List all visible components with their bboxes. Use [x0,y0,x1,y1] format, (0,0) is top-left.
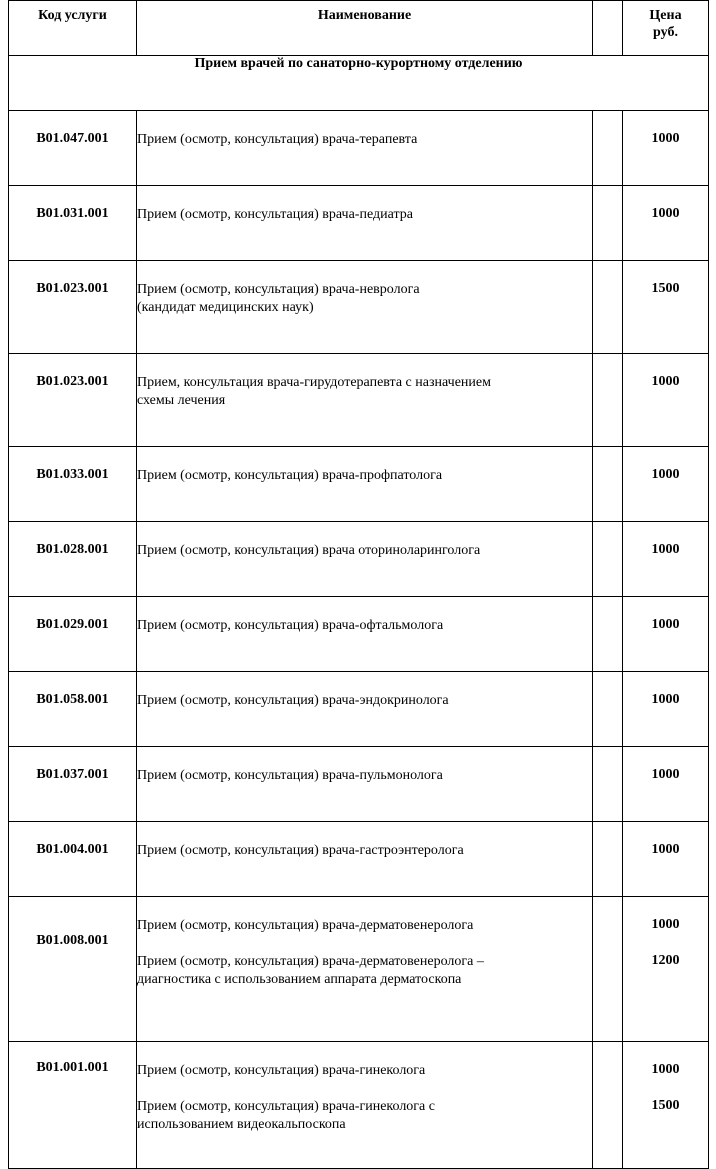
table-row [9,261,709,354]
service-name-line: Прием (осмотр, консультация) врача-терапевта [137,132,418,147]
blank-cell [593,1042,623,1169]
service-name [137,747,593,822]
table-row [9,897,709,1042]
service-name-line: использованием видеокальпоскопа [137,1117,346,1132]
service-price [623,522,709,597]
table-row [9,822,709,897]
service-item [137,767,592,785]
service-price [623,897,709,1042]
service-name [137,897,593,1042]
header-gap [593,1,623,56]
service-code: B01.031.001 [9,186,137,261]
price-value: 1000 [651,767,680,782]
price-value: 1000 [651,467,680,482]
service-name [137,597,593,672]
service-name-line: Прием (осмотр, консультация) врача-пульмонолога [137,768,443,783]
service-item [137,1098,592,1134]
service-name-line: Прием (осмотр, консультация) врача оториноларинголога [137,543,481,558]
price-value: 1500 [651,281,680,296]
service-code: B01.029.001 [9,597,137,672]
price-value: 1000 [651,692,680,707]
service-price [623,354,709,447]
table-header-row [9,1,709,56]
service-item [137,374,592,410]
service-code: B01.058.001 [9,672,137,747]
price-value: 1000 [651,842,680,857]
service-price [623,597,709,672]
service-name [137,111,593,186]
price-value: 1000 [651,917,680,932]
service-code: B01.004.001 [9,822,137,897]
price-value: 1000 [651,374,680,389]
price-value: 1000 [651,206,680,221]
service-code: B01.047.001 [9,111,137,186]
blank-cell [593,822,623,897]
table-row [9,597,709,672]
service-name-line: (кандидат медицинских наук) [137,300,314,315]
header-code: Код услуги [9,1,137,56]
blank-cell [593,747,623,822]
blank-cell [593,447,623,522]
service-name-line: Прием (осмотр, консультация) врача-гастроэнтеролога [137,843,464,858]
service-price [623,111,709,186]
service-code: B01.001.001 [9,1042,137,1169]
service-name [137,822,593,897]
service-name [137,1042,593,1169]
table-row [9,1042,709,1169]
service-name-line: Прием (осмотр, консультация) врача-гинеколога с [137,1099,435,1114]
service-item [137,917,592,935]
price-value: 1000 [651,1062,680,1077]
service-price [623,822,709,897]
service-name [137,447,593,522]
service-name-line: Прием (осмотр, консультация) врача-гинеколога [137,1063,426,1078]
service-name-line: диагностика с использованием аппарата дерматоскопа [137,972,462,987]
blank-cell [593,897,623,1042]
table-row [9,747,709,822]
service-item [137,281,592,317]
service-item [137,542,592,560]
table-row [9,186,709,261]
service-code: B01.037.001 [9,747,137,822]
service-code: B01.023.001 [9,354,137,447]
blank-cell [593,597,623,672]
table-row [9,672,709,747]
price-value: 1000 [651,131,680,146]
service-item [137,617,592,635]
blank-cell [593,354,623,447]
service-name [137,672,593,747]
service-code: B01.033.001 [9,447,137,522]
service-name [137,354,593,447]
service-price [623,1042,709,1169]
service-price [623,447,709,522]
service-name [137,186,593,261]
service-price [623,261,709,354]
table-row [9,354,709,447]
service-name-line: Прием (осмотр, консультация) врача-дерматовенеролога – [137,954,484,969]
service-name-line: Прием (осмотр, консультация) врача-дерматовенеролога [137,918,474,933]
header-price: Цена руб. [623,1,709,56]
table-row [9,111,709,186]
service-code: B01.028.001 [9,522,137,597]
price-value: 1000 [651,542,680,557]
table-row [9,447,709,522]
service-name-line: Прием (осмотр, консультация) врача-офтальмолога [137,618,444,633]
price-value: 1200 [651,953,680,968]
service-item [137,953,592,989]
service-name-line: схемы лечения [137,393,226,408]
service-item [137,467,592,485]
service-item [137,842,592,860]
service-name [137,261,593,354]
service-name-line: Прием (осмотр, консультация) врача-невролога [137,282,420,297]
price-value: 1500 [651,1098,680,1113]
price-table [8,0,709,1169]
service-code: B01.008.001 [9,897,137,1042]
blank-cell [593,186,623,261]
service-name-line: Прием (осмотр, консультация) врача-профпатолога [137,468,443,483]
header-name: Наименование [137,1,593,56]
service-item [137,131,592,149]
blank-cell [593,522,623,597]
section-title: Прием врачей по санаторно-курортному отделению [9,56,709,111]
service-price [623,747,709,822]
service-item [137,206,592,224]
table-body [9,111,709,1169]
table-row [9,522,709,597]
blank-cell [593,672,623,747]
service-code: B01.023.001 [9,261,137,354]
service-name-line: Прием, консультация врача-гирудотерапевта с назначением [137,375,491,390]
blank-cell [593,111,623,186]
service-item [137,692,592,710]
service-price [623,672,709,747]
service-item [137,1062,592,1080]
service-price [623,186,709,261]
section-row [9,56,709,111]
service-name-line: Прием (осмотр, консультация) врача-эндокринолога [137,693,449,708]
price-value: 1000 [651,617,680,632]
service-name [137,522,593,597]
blank-cell [593,261,623,354]
service-name-line: Прием (осмотр, консультация) врача-педиатра [137,207,413,222]
